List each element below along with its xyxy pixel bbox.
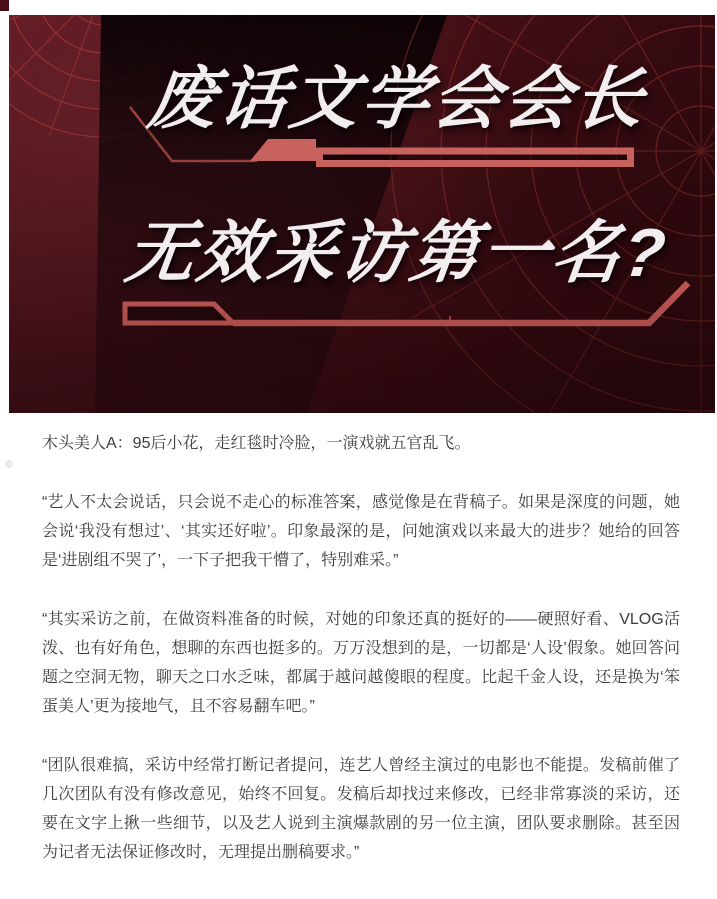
previous-image-edge	[0, 0, 9, 11]
article-paragraph-lede: 木头美人A：95后小花，走红毯时冷脸，一演戏就五官乱飞。	[42, 435, 471, 452]
article-paragraph-quote-1: “艺人不太会说话，只会说不走心的标准答案，感觉像是在背稿子。如果是深度的问题，她会说‘我没有想过’、‘其实还好啦’。印象最深的是，问她演戏以来最大的进步？她给的回答是‘进剧组不哭了’，一下子把我干懵了，特别难采。”	[42, 494, 680, 569]
banner-title-line2: 无效采访第一名?	[121, 215, 673, 291]
banner-title-line1: 废话文学会会长	[143, 61, 651, 137]
article-body	[0, 413, 717, 867]
article-paragraph-quote-2: “其实采访之前，在做资料准备的时候，对她的印象还真的挺好的——硬照好看、VLOG活泼、也有好角色，想聊的东西也挺多的。万万没想到的是，一切都是‘人设’假象。她回答问题之空洞无物，聊天之口水乏味，都属于越问越傻眼的程度。比起千金人设，还是换为‘笨蛋美人’更为接地气，且不容易翻车吧。”	[42, 611, 680, 715]
hero-banner-image	[9, 15, 715, 413]
article-paragraph-quote-3: “团队很难搞，采访中经常打断记者提问，连艺人曾经主演过的电影也不能提。发稿前催了几次团队有没有修改意见，始终不回复。发稿后却找过来修改，已经非常寡淡的采访，还要在文字上揪一些细节，以及艺人说到主演爆款剧的另一位主演，团队要求删除。甚至因为记者无法保证修改时，无理提出删稿要求。”	[42, 757, 680, 861]
top-margin	[0, 0, 717, 15]
scan-smudge-artifact	[5, 460, 13, 468]
